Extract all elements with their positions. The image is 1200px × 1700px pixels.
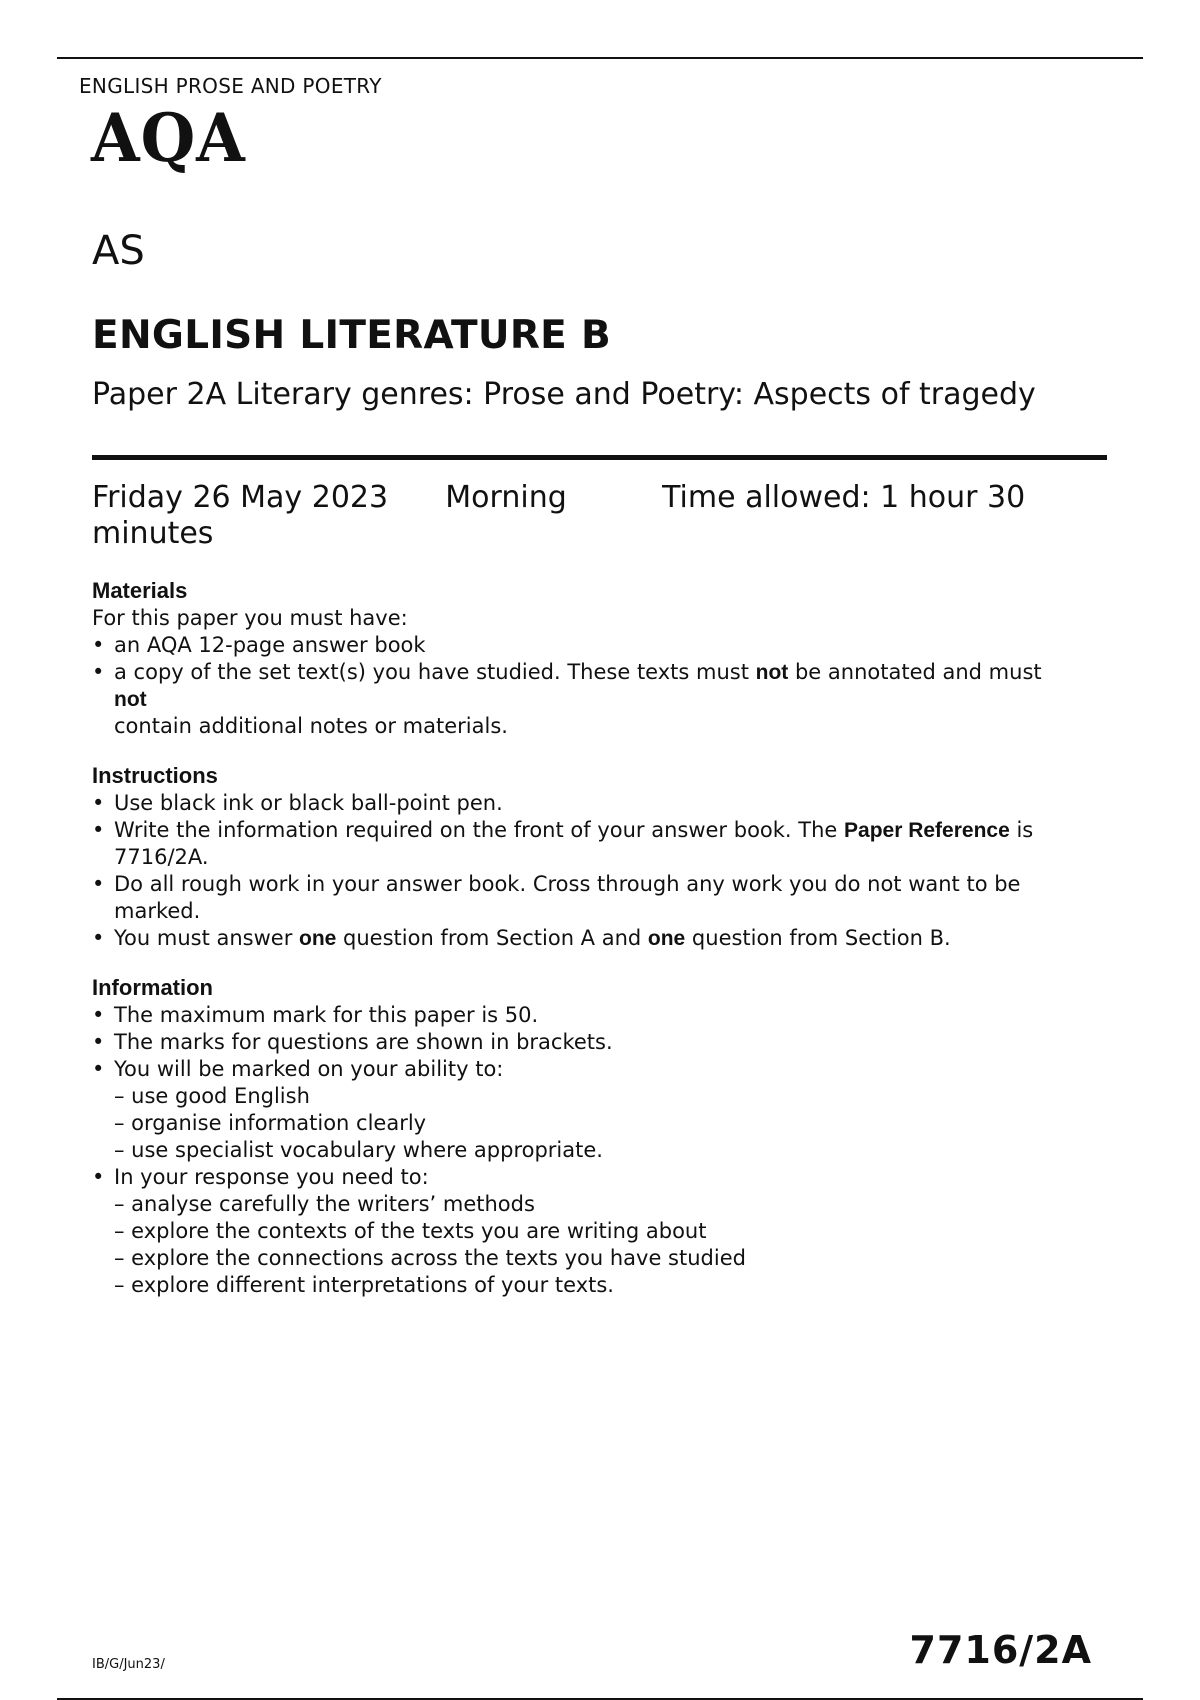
information-heading: Information xyxy=(92,975,213,1000)
subject-title: ENGLISH LITERATURE B xyxy=(92,313,611,358)
list-item: • You will be marked on your ability to: – use good English – organise information clearly – use specialist vocabulary where appropriate. xyxy=(92,1056,1107,1164)
materials-section xyxy=(92,577,1107,740)
instructions-heading: Instructions xyxy=(92,763,218,788)
sub-item: – explore the connections across the texts you have studied xyxy=(114,1246,746,1270)
list-item: • Write the information required on the front of your answer book. The Paper Reference is 7716/2A. xyxy=(92,817,1107,871)
list-item: • an AQA 12-page answer book xyxy=(92,632,1107,659)
top-rule xyxy=(57,57,1143,59)
title-divider xyxy=(92,455,1107,460)
materials-list xyxy=(92,632,1107,740)
exam-date: Friday 26 May 2023 xyxy=(92,480,389,515)
instructions-list xyxy=(92,790,1107,952)
front-matter xyxy=(92,577,1107,1321)
sub-item: – explore different interpretations of your texts. xyxy=(114,1273,614,1297)
list-item: • a copy of the set text(s) you have studied. These texts must not be annotated and must not contain additional notes or materials. xyxy=(92,659,1107,740)
footer-reference: IB/G/Jun23/ xyxy=(92,1657,165,1672)
time-allowed: Time allowed: 1 hour 30 minutes xyxy=(92,480,1035,551)
list-item: • The maximum mark for this paper is 50. xyxy=(92,1002,1107,1029)
instructions-section xyxy=(92,762,1107,952)
information-section xyxy=(92,974,1107,1299)
sub-item: – use good English xyxy=(114,1084,310,1108)
sub-item: – explore the contexts of the texts you are writing about xyxy=(114,1219,707,1243)
materials-intro: For this paper you must have: xyxy=(92,606,408,630)
list-item: • Use black ink or black ball-point pen. xyxy=(92,790,1107,817)
aqa-logo: AQA xyxy=(91,99,246,177)
qualification-level: AS xyxy=(92,228,145,274)
materials-heading: Materials xyxy=(92,578,188,603)
list-item: • The marks for questions are shown in brackets. xyxy=(92,1029,1107,1056)
sub-item: – analyse carefully the writers’ methods xyxy=(114,1192,535,1216)
header-label: ENGLISH PROSE AND POETRY xyxy=(79,74,382,98)
information-list xyxy=(92,1002,1107,1299)
list-item: • Do all rough work in your answer book. Cross through any work you do not want to be marked. xyxy=(92,871,1107,925)
list-item: • You must answer one question from Section A and one question from Section B. xyxy=(92,925,1107,952)
exam-datetime xyxy=(92,480,1092,552)
paper-title: Paper 2A Literary genres: Prose and Poetry: Aspects of tragedy xyxy=(92,377,1036,412)
list-item: • In your response you need to: – analyse carefully the writers’ methods – explore the contexts of the texts you are writing about – explore the connections across the texts you have studied – explore different interpretations of your texts. xyxy=(92,1164,1107,1299)
sub-item: – use specialist vocabulary where appropriate. xyxy=(114,1138,603,1162)
paper-code: 7716/2A xyxy=(909,1628,1092,1672)
sub-item: – organise information clearly xyxy=(114,1111,427,1135)
exam-session: Morning xyxy=(445,480,567,515)
